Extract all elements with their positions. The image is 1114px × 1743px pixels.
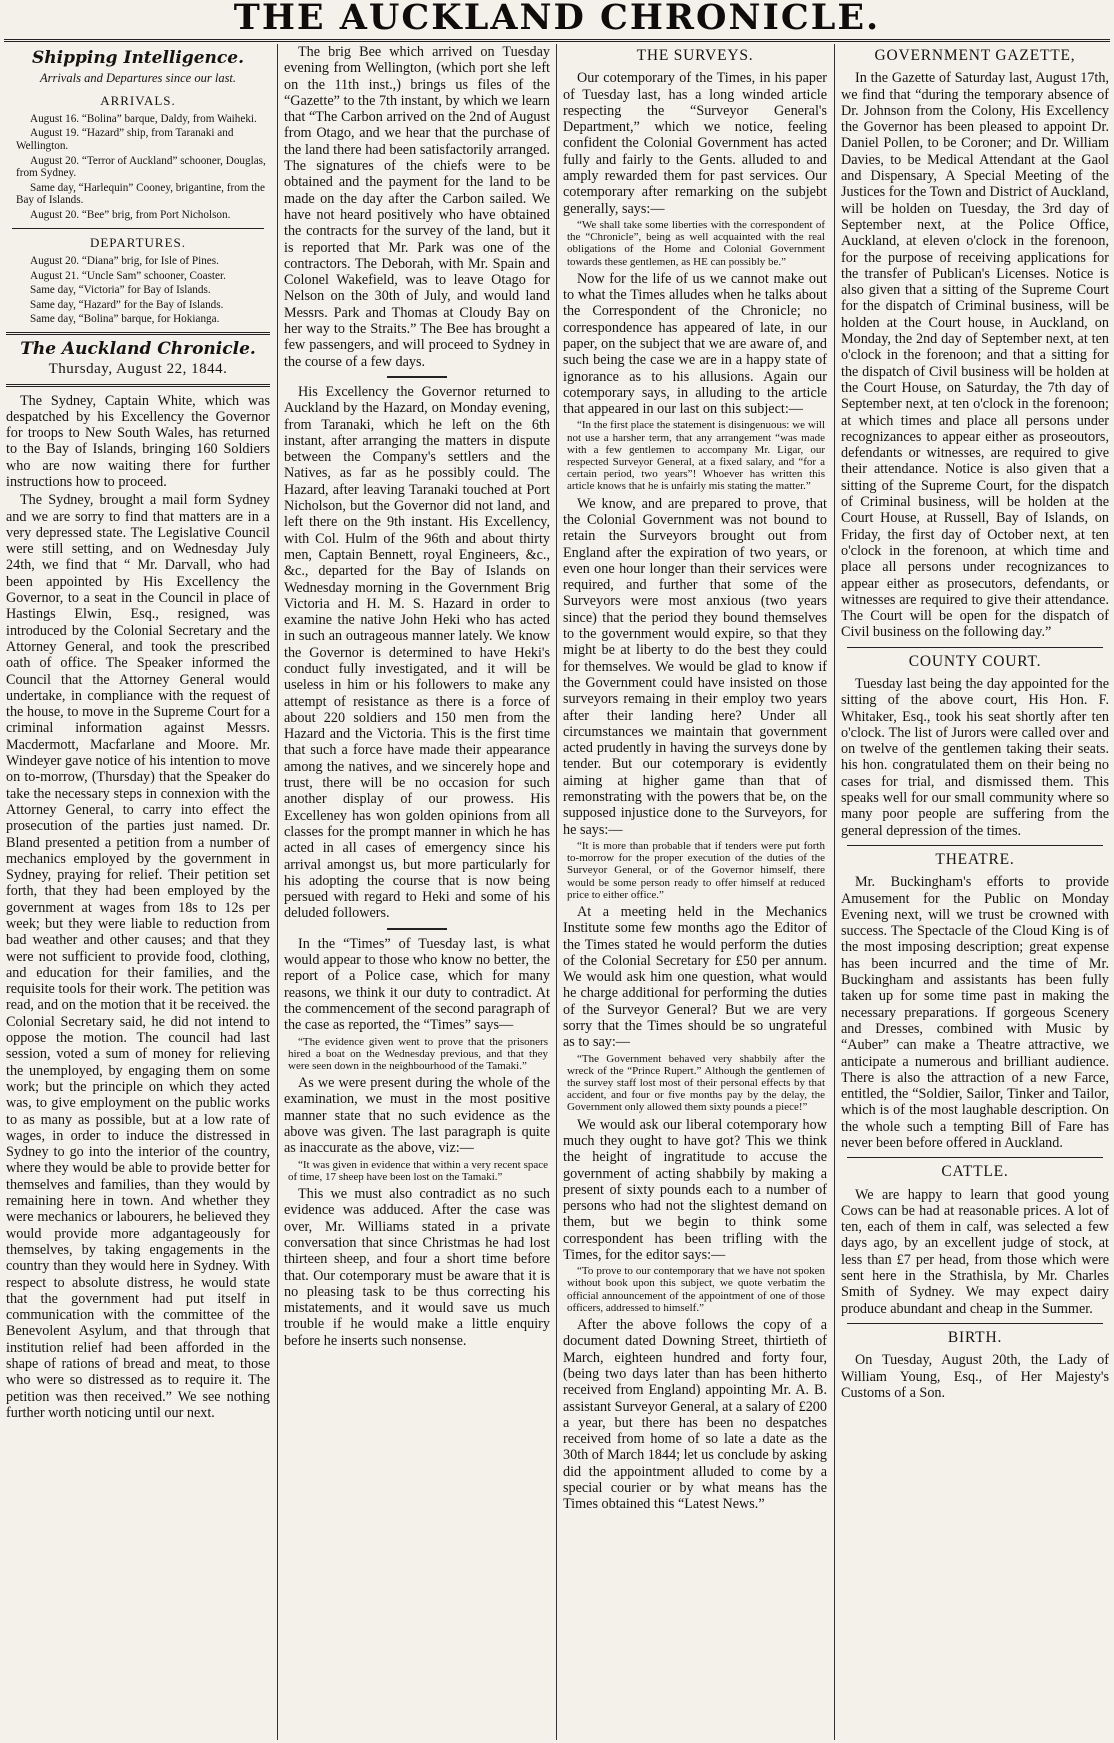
column-4 (841, 44, 1109, 1740)
quotation: “The Government behaved very shabbily after the wreck of the “Prince Rupert.” Although the gentlemen of the survey staff lost most of their personal effects by that accident, and four or five months pay by the delay, the Government only allowed them sixty pounds a piece!” (567, 1052, 825, 1114)
departure-item: August 20. “Diana” brig, for Isle of Pines. (30, 254, 219, 267)
article-county-court: Tuesday last being the day appointed for the sitting of the above court, His Hon. F. Whitaker, Esq., took his seat shortly after ten o'clock. The list of Jurors were called over and on twelve of the gentlemen taking their seats. his hon. congratulated them on their being no cases for trial, and dismissed them. This speaks well for our small community where so many poor people are suffering from the general depression of the times. (841, 675, 1109, 839)
column-rule (556, 44, 557, 1740)
article-paragraph: At a meeting held in the Mechanics Institute some few months ago the Editor of the Times stated he would perform the duties of the Colonial Secretary for £50 per annum. We would ask him one question, what would he charge additional for performing the duties of the Surveyor General? But we are very sorry that the Times should be so ungrateful as to say:— (563, 903, 827, 1051)
arrival-item: Same day, “Harlequin” Cooney, brigantine, from the Bay of Islands. (16, 181, 265, 207)
quotation: “In the first place the statement is disingenuous: we will not use a harsher term, that any arrangement “was made with a few gentlemen to accompany Mr. Ligar, our respected Surveyor General, at a fixed salary, and “for a certain period, two years”! Whoever has written this article knows that he is unfairly mis stating the matter.” (567, 419, 825, 493)
column-3 (563, 44, 827, 1740)
dateline: Thursday, August 22, 1844. (48, 361, 228, 378)
divider (847, 845, 1103, 846)
column-rule (834, 44, 835, 1740)
masthead: THE AUCKLAND CHRONICLE. (233, 0, 881, 38)
divider (6, 332, 270, 335)
divider (387, 928, 447, 930)
article-legislative-council: The Sydney, brought a mail form Sydney and we are sorry to find that matters are in a very depressed state. The Legislative Council were still setting, and on Wednesday July 24th, we find that “ Mr. Darvall, who had been appointed by His Excellency the Governor, to a seat in the Council in place of Hastings Elwin, Esq., resigned, was introduced by the Colonial Secretary and the Attorney General, and took the prescribed oath of office. The Speaker informed the Council that the Attorney General would undertake, in compliance with the request of the house, to move in the Supreme Court for a criminal information against Messrs. Macdermott, Macfarlane and Moore. Mr. Windeyer gave notice of his intention to move on to-morrow, (Thursday) that the Speaker do take the necessary steps in connexion with the Attorney General, to carry into effect the prosecution of the parties just named. Dr. Bland presented a petition from a number of mechanics employed by the government in Sydney, praying for relief. Their petition set forth, that they had been employed by the government at wages from 18s to 12s per week; but they were liable to reduction from bad weather and other causes; and that they were not sufficient to provide food, clothing, and education for their families, and the requisite tools for their work. The petition was read, and on the motion that it be received. the Colonial Secretary said, he did not intend to oppose the motion. The council had last session, voted a sum of money for relieving the unemployed, by engaging them on some work; but the principle on which they acted was, to give employment on the public works to as many as possible, but at a low rate of wages, in order to induce the distressed in Sydney to go into the interior of the country, where they would be able to provide better for themselves and families, than they would by remaining here in town. And whether they were mechanics or labourers, he believed they would provide more adgantageously for themselves, by taking engagements in the country than they would here in Sydney. With respect to absolute distress, he would state that the government had put itself in communication with the committee of the Benevolent Asylum, and that through that institution relief had been afforded in the shape of rations of bread and meat, to those who were so distressed as to require it. The petition was then received.” We see nothing further worth noticing until our next. (6, 492, 270, 1421)
surveys-title: THE SURVEYS. (636, 47, 754, 64)
departures-heading: DEPARTURES. (89, 234, 187, 250)
article-theatre: Mr. Buckingham's efforts to provide Amusement for the Public on Monday Evening next, will we trust be crowned with success. The Spectacle of the Cloud King is of the most imposing description; great expense has been incurred and the time of Mr. Buckingham and assistants has been fully taken up for some time past in making the necessary preparations. If gorgeous Scenery and Dresses, combined with Music by “Auber” can make a Theatre attractive, we anticipate a numerous and brilliant audience. There is also the attraction of a new Farce, entitled, the “Soldier, Sailor, Tinker and Tailor, which is of the most laughable description. On the whole such a tempting Bill of Fare has never been before offered in Auckland. (841, 874, 1109, 1151)
departure-item: Same day, “Hazard” for the Bay of Islands. (30, 298, 224, 311)
shipping-subtitle: Arrivals and Departures since our last. (39, 71, 237, 86)
arrival-item: August 19. “Hazard” ship, from Taranaki and Wellington. (16, 127, 234, 153)
theatre-title: THEATRE. (935, 850, 1015, 868)
article-paragraph: Our cotemporary of the Times, in his paper of Tuesday last, has a long winded article respecting the “Surveyor General's Department,” which we notice, feeling confident the Colonial Government has acted fully and fairly to the Gents. alluded to and amply rewarded them for past services. Our cotemporary after remarking on the subjebt generally, says:— (563, 70, 827, 217)
divider (12, 228, 264, 229)
quotation: “We shall take some liberties with the correspondent of the “Chronicle”, being as well acquainted with the real obligations of the Home and Colonial Government towards these gentlemen, as HE can possibly be.” (567, 218, 825, 268)
gazette-title: GOVERNMENT GAZETTE, (874, 47, 1076, 64)
quotation: “To prove to our contemporary that we have not spoken without book upon this subject, we quote verbatim the official announcement of the appointment of one of those officers, addressed to himself.” (567, 1265, 825, 1314)
arrival-item: August 16. “Bolina” barque, Daldy, from Waiheki. (30, 112, 257, 125)
paper-title: The Auckland Chronicle. (20, 338, 256, 359)
column-rule (277, 44, 278, 1740)
divider (387, 376, 447, 378)
masthead-rule (4, 39, 1110, 42)
article-paragraph: This we must also contradict as no such evidence was adduced. After the case was over, Mr. Williams stated in a private conversation that since Christmas he had lost thirteen sheep, and four a short time before that. Our cotemporary must be aware that it is no pleasing task to be thus correcting his mistatements, and it would save us much trouble if he would make a little enquiry before he inserts such nonsense. (284, 1186, 550, 1349)
quotation: “It was given in evidence that within a very recent space of time, 17 sheep have been lost on the Tamaki.” (288, 1158, 548, 1183)
article-birth: On Tuesday, August 20th, the Lady of William Young, Esq., of Her Majesty's Customs of a Son. (841, 1352, 1109, 1401)
departure-item: Same day, “Victoria” for Bay of Islands. (30, 284, 211, 297)
article-sydney-arrival: The Sydney, Captain White, which was despatched by his Excellency the Governor for troops to New South Wales, has returned to the Bay of Islands, bringing 160 Soldiers who are now waiting there for further instructions how to proceed. (6, 392, 270, 490)
divider (847, 1157, 1103, 1158)
article-paragraph: As we were present during the whole of the examination, we must in the most positive manner state that no such evidence as the above was given. The last paragraph is quite as inaccurate as the above, viz:— (284, 1075, 550, 1157)
arrival-item: August 20. “Terror of Auckland” schooner, Douglas, from Sydney. (16, 154, 266, 180)
article-police-case: In the “Times” of Tuesday last, is what would appear to those who know no better, the report of a Police case, which for many reasons, we think it our duty to contradict. At the commencement of the second paragraph of the case as reported, the “Times” says— (284, 935, 550, 1034)
departure-item: August 21. “Uncle Sam” schooner, Coaster. (30, 269, 226, 282)
article-paragraph: Now for the life of us we cannot make out to what the Times alludes when he talks about the Correspondent of the Chronicle; no correspondence has appeared of late, in our paper, on the subject that we are aware of, and such being the case we are in a happy state of ignorance as to his allusions. Again our cotemporary says, in alluding to the article that appeared in our last on this subject:— (563, 270, 827, 418)
county-court-title: COUNTY COURT. (908, 652, 1042, 670)
shipping-title: Shipping Intelligence. (32, 48, 244, 68)
divider (6, 384, 270, 387)
arrival-item: August 20. “Bee” brig, from Port Nicholson. (30, 209, 231, 222)
article-gazette: In the Gazette of Saturday last, August 17th, we find that “during the temporary absence of Dr. Johnson from the Colony, His Excellency the Governor has been pleased to appoint Dr. Daniel Pollen, to be Coroner; and Dr. William Davies, to be Medical Attendant at the Gaol and Dispensary, A Special Meeting of the Justices for the Town and District of Auckland, will be holden on Tuesday, the 3rd day of September next, at the Police Office, Auckland, at eleven o'clock in the forenoon, for the purpose of receiving applications for the transfer of Publican's Licenses. Notice is also given that a sitting of the Supreme Court for the dispatch of Criminal business, will be holden at the Court house, in Auckland, on Monday, the 2nd day of September next, at ten o'clock in the forenoon; and that a sitting for the dispatch of Civil business will be holden at the Court House, on Saturday, the 7th day of September next, at ten o'clock in the forenoon; at which times and place all persons under recognizances to appear either as proseoutors, defendants or witnesses, are required to give their attendance. Notice is also given that a sitting of the Supreme Court, for the dispatch of Criminal business, will be holden at the Court House, at Russell, Bay of Islands, on Friday, the first day of October next, at ten o'clock in the forenoon, at which time and place all persons under recognizances to appear either as prosecutors, defendants, or witnesses are required to give their attendance. The Court will be open for the dispatch of Civil business on the following day.” (841, 70, 1109, 641)
divider (847, 647, 1103, 648)
article-cattle: We are happy to learn that good young Cows can be had at reasonable prices. A lot of ten, each of them in calf, was selected a few days ago, by an excellent judge of stock, at less than £7 per head, from those which were sent here in the Strathisla, by Mr. Charles Smith of Sydney. We may expect dairy produce abundant and cheap in the Summer. (841, 1186, 1109, 1317)
article-brig-bee: The brig Bee which arrived on Tuesday evening from Wellington, (which port she left on the 11th inst.,) brings us files of the “Gazette” to the 7th instant, by which we learn that “The Carbon arrived on the 2nd of August from Otago, and we hear that the purchase of the land there had been satisfactorily arranged. The signatures of the chiefs were to be obtained and the payment for the land to be made on the day after the Carbon sailed. We have not heard positively who have obtained the contracts for the survey of the land, but it is reported that Mr. Park was one of the contractors. The Deborah, with Mr. Spain and Colonel Wakefield, was to leave Otago for Nelson on the 30th of July, and would land Messrs. Park and Thomas at Cloudy Bay on her way to the Straits.” The Bee has brought a few passengers, and will proceed to Sydney in the course of a few days. (284, 44, 550, 370)
column-1 (6, 44, 270, 1740)
departure-item: Same day, “Bolina” barque, for Hokianga. (30, 313, 220, 326)
column-2 (284, 44, 550, 1740)
birth-title: BIRTH. (947, 1328, 1003, 1346)
article-paragraph: We would ask our liberal cotemporary how much they ought to have got? This we think the height of ingratitude to accuse the government of acting shabbily by making a present of sixty pounds each to a number of persons who had not the slightest demand on them, but we begin to think some correspondent has been trifling with the Times, for the editor says:— (563, 1116, 827, 1263)
article-paragraph: We know, and are prepared to prove, that the Colonial Government was not bound to retain the Surveyors brought out from England after the expiration of two years, or even one hour longer than their services were required, and further that some of the Surveyors were most anxious (two years since) that the period they bound themselves to the government would expire, so that they might be at liberty to do the best they could for themselves. We would be glad to know if the Government could have insisted on those surveyors remaing in their employ two years after their landing here? Under all circumstances we maintain that government acted prudently in having the surveys done by tender. But our cotemporary is evidently aiming at higher game than that of remonstrating with the powers that be, on the supposed injustice done to the Surveyors, for he says:— (563, 495, 827, 838)
article-governor-return: His Excellency the Governor returned to Auckland by the Hazard, on Monday evening, from Taranaki, which he left on the 6th instant, after arranging the matters in dispute between the Company's settlers and the Natives, as far as he possibly could. The Hazard, after leaving Taranaki touched at Port Nicholson, but the Governor did not land, and left there on the 9th instant. His Excellency, with Col. Hulm of the 96th and about thirty men, Captain Bennett, royal Engineers, &c., &c., departed for the Bay of Islands on Wednesday morning in the Government Brig Victoria and H. M. S. Hazard in order to examine the native John Heki who has acted in such an outrageous manner lately. We know the Governor is determined to have Heki's conduct fully investigated, and it will be useless in him or his followers to make any attempt of resistance as there is a force of about 220 soldiers and 150 men from the Hazard and the Victoria. This is the first time that such a force have made their appearance among the natives, and we sincerely hope and trust, there will be no occasion for such another display of our prowess. His Excelleney has won golden opinions from all classes for the prompt manner in which he has acted in all cases of emergency since his arrival amongst us, but more particularly for his adopting the course that is now being persued with regard to Heki and some of his deluded followers. (284, 383, 550, 922)
quotation: “The evidence given went to prove that the prisoners hired a boat on the Wednesday previous, and that they were seen down in the neighbourhood of the Tamaki.” (288, 1035, 548, 1072)
cattle-title: CATTLE. (941, 1163, 1009, 1181)
arrivals-heading: ARRIVALS. (100, 92, 176, 108)
divider (847, 1323, 1103, 1324)
article-paragraph: After the above follows the copy of a document dated Downing Street, thirtieth of March, eighteen hundred and forty four, (being two days later than has been hitherto received from England) appointing Mr. A. B. assistant Surveyor General, at a salary of £200 a year, but there has been no despatches received from home of so late a date as the 30th of March 1844; let us conclude by asking did the appointment alluded to come by a special courier or by what means has the Times obtained this “Latest News.” (563, 1317, 827, 1513)
quotation: “It is more than probable that if tenders were put forth to-morrow for the proper execution of the duties of the Surveyor General, or of the Governor himself, there would be some person ready to offer himself at reduced price to either office.” (567, 839, 825, 901)
